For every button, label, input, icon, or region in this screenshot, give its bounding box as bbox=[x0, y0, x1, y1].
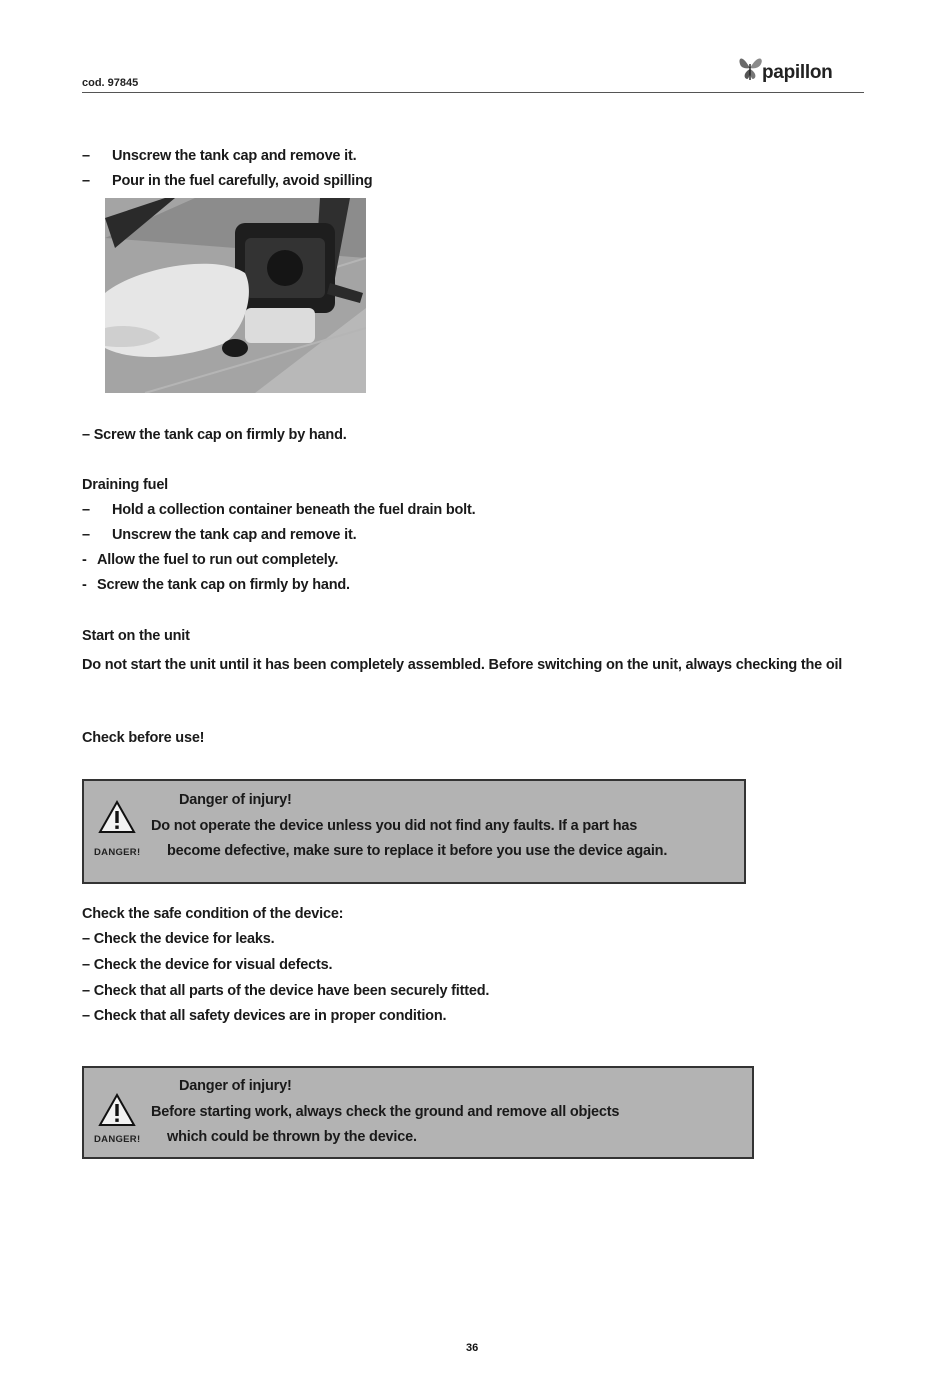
section-heading: Draining fuel bbox=[82, 477, 169, 493]
list-item: – Unscrew the tank cap and remove it. bbox=[82, 527, 357, 543]
danger-caption: DANGER! bbox=[94, 1134, 141, 1145]
list-item: - Allow the fuel to run out completely. bbox=[82, 552, 339, 568]
list-item: – Hold a collection container beneath the fuel drain bolt. bbox=[82, 502, 476, 518]
header-rule bbox=[82, 92, 864, 93]
instruction-text: – Screw the tank cap on firmly by hand. bbox=[82, 427, 347, 443]
document-code: cod. 97845 bbox=[82, 77, 139, 89]
butterfly-logo-icon bbox=[738, 52, 764, 82]
danger-caption: DANGER! bbox=[94, 847, 141, 858]
list-item: – Check that all parts of the device have been securely fitted. bbox=[82, 983, 490, 999]
checklist-intro: Check the safe condition of the device: bbox=[82, 906, 344, 922]
brand-logo bbox=[738, 50, 848, 86]
list-item: - Screw the tank cap on firmly by hand. bbox=[82, 577, 350, 593]
refueling-photo bbox=[105, 198, 366, 393]
section-body: Do not start the unit until it has been completely assembled. Before switching on the unit, always checking the oil bbox=[82, 657, 843, 673]
list-item: – Check the device for leaks. bbox=[82, 931, 275, 947]
brand-name: papillon bbox=[762, 62, 833, 83]
section-heading: Check before use! bbox=[82, 730, 205, 746]
page-number: 36 bbox=[466, 1342, 479, 1354]
danger-warning-box bbox=[82, 1066, 754, 1159]
danger-warning-box bbox=[82, 779, 746, 884]
warning-triangle-icon bbox=[98, 799, 136, 835]
list-item: – Unscrew the tank cap and remove it. bbox=[82, 148, 357, 164]
section-heading: Start on the unit bbox=[82, 628, 190, 644]
warning-text: Do not operate the device unless you did not find any faults. If a part has bbox=[151, 818, 638, 834]
warning-text: become defective, make sure to replace it before you use the device again. bbox=[167, 843, 668, 859]
list-item: – Check the device for visual defects. bbox=[82, 957, 333, 973]
warning-triangle-icon bbox=[98, 1092, 136, 1128]
warning-title: Danger of injury! bbox=[179, 792, 292, 808]
list-item: – Pour in the fuel carefully, avoid spilling bbox=[82, 173, 373, 189]
list-item: – Check that all safety devices are in proper condition. bbox=[82, 1008, 447, 1024]
warning-title: Danger of injury! bbox=[179, 1078, 292, 1094]
warning-text: which could be thrown by the device. bbox=[167, 1129, 417, 1145]
warning-text: Before starting work, always check the ground and remove all objects bbox=[151, 1104, 620, 1120]
